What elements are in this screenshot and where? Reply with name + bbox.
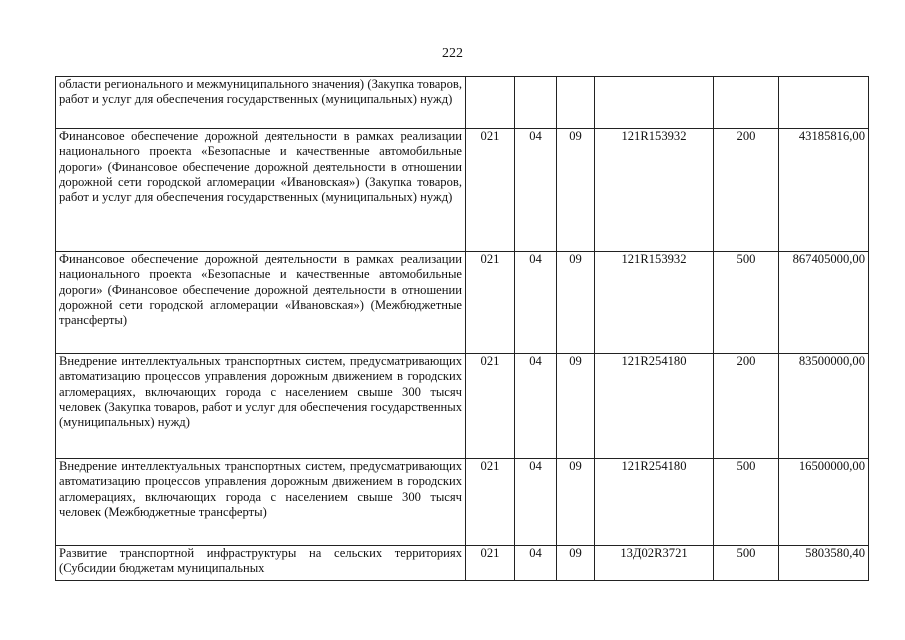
row-description: Внедрение интеллектуальных транспортных систем, предусматривающих автоматизацию процессов управления дорожным движением в городских агломерациях, включающих города с населением свыше 300 тысяч человек (Закупка товаров, работ и услуг для обеспечения государственных (муниципальных) нужд) bbox=[56, 354, 466, 459]
target-item-code: 121R153932 bbox=[595, 252, 714, 354]
target-item-code: 121R254180 bbox=[595, 459, 714, 546]
amount-value: 43185816,00 bbox=[779, 129, 869, 252]
subsection-code: 09 bbox=[557, 129, 595, 252]
target-item-code: 121R153932 bbox=[595, 129, 714, 252]
table-row bbox=[56, 129, 869, 252]
row-description: области регионального и межмуниципального значения) (Закупка товаров, работ и услуг для обеспечения государственных (муниципальных) нужд) bbox=[56, 77, 466, 129]
section-code: 04 bbox=[515, 354, 557, 459]
admin-code: 021 bbox=[466, 546, 515, 581]
row-description: Финансовое обеспечение дорожной деятельности в рамках реализации национального проекта «Безопасные и качественные автомобильные дороги» (Финансовое обеспечение дорожной деятельности в отношении дорожной сети городской агломерации «Ивановская») (Закупка товаров, работ и услуг для обеспечения государственных (муниципальных) нужд) bbox=[56, 129, 466, 252]
expense-type-code: 200 bbox=[714, 129, 779, 252]
amount-value: 83500000,00 bbox=[779, 354, 869, 459]
page-number: 222 bbox=[442, 46, 463, 61]
subsection-code: 09 bbox=[557, 354, 595, 459]
table-row bbox=[56, 77, 869, 129]
table-row bbox=[56, 546, 869, 581]
target-item-code: 13Д02R3721 bbox=[595, 546, 714, 581]
target-item-code: 121R254180 bbox=[595, 354, 714, 459]
section-code: 04 bbox=[515, 459, 557, 546]
row-description: Развитие транспортной инфраструктуры на сельских территориях (Субсидии бюджетам муниципальных bbox=[56, 546, 466, 581]
expense-type-code: 500 bbox=[714, 459, 779, 546]
expense-type-code: 500 bbox=[714, 252, 779, 354]
admin-code: 021 bbox=[466, 459, 515, 546]
table-row bbox=[56, 459, 869, 546]
table-row bbox=[56, 354, 869, 459]
amount-value: 5803580,40 bbox=[779, 546, 869, 581]
row-description: Финансовое обеспечение дорожной деятельности в рамках реализации национального проекта «Безопасные и качественные автомобильные дороги» (Финансовое обеспечение дорожной деятельности в отношении дорожной сети городской агломерации «Ивановская») (Межбюджетные трансферты) bbox=[56, 252, 466, 354]
amount-value: 16500000,00 bbox=[779, 459, 869, 546]
expense-type-code: 500 bbox=[714, 546, 779, 581]
target-item-code bbox=[595, 77, 714, 129]
amount-value: 867405000,00 bbox=[779, 252, 869, 354]
row-description: Внедрение интеллектуальных транспортных систем, предусматривающих автоматизацию процессов управления дорожным движением в городских агломерациях, включающих города с населением свыше 300 тысяч человек (Межбюджетные трансферты) bbox=[56, 459, 466, 546]
expense-type-code: 200 bbox=[714, 354, 779, 459]
section-code: 04 bbox=[515, 546, 557, 581]
admin-code: 021 bbox=[466, 252, 515, 354]
admin-code: 021 bbox=[466, 129, 515, 252]
section-code bbox=[515, 77, 557, 129]
admin-code bbox=[466, 77, 515, 129]
subsection-code bbox=[557, 77, 595, 129]
budget-table bbox=[55, 76, 869, 581]
subsection-code: 09 bbox=[557, 459, 595, 546]
subsection-code: 09 bbox=[557, 252, 595, 354]
subsection-code: 09 bbox=[557, 546, 595, 581]
amount-value bbox=[779, 77, 869, 129]
table-row bbox=[56, 252, 869, 354]
expense-type-code bbox=[714, 77, 779, 129]
section-code: 04 bbox=[515, 129, 557, 252]
admin-code: 021 bbox=[466, 354, 515, 459]
section-code: 04 bbox=[515, 252, 557, 354]
